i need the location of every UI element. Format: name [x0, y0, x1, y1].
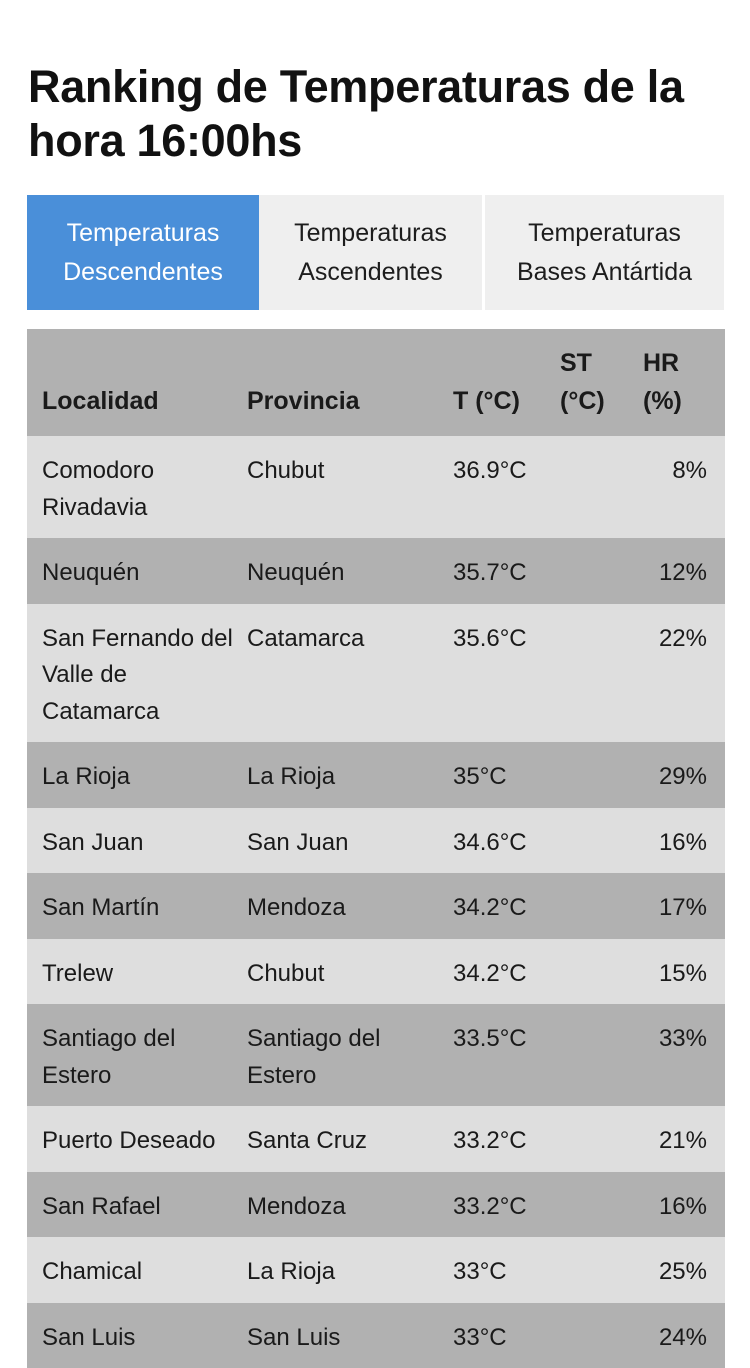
- cell-temperature: 35.6°C: [453, 604, 560, 743]
- cell-st: [560, 939, 643, 1005]
- cell-hr: 24%: [643, 1303, 725, 1368]
- ranking-table: [27, 329, 725, 1368]
- cell-hr: 16%: [643, 808, 725, 874]
- cell-temperature: 34.2°C: [453, 939, 560, 1005]
- cell-hr: 15%: [643, 939, 725, 1005]
- cell-provincia: Neuquén: [247, 538, 453, 604]
- cell-hr: 25%: [643, 1237, 725, 1303]
- tab-bar: [27, 195, 724, 310]
- tab-label: Temperaturas Bases Antártida: [517, 214, 692, 292]
- cell-provincia: Santa Cruz: [247, 1106, 453, 1172]
- header-hr: HR (%): [643, 329, 725, 436]
- cell-localidad: Puerto Deseado: [27, 1106, 247, 1172]
- page-title: Ranking de Temperaturas de la hora 16:00hs: [28, 60, 718, 168]
- cell-provincia: San Juan: [247, 808, 453, 874]
- table-row: [27, 1303, 725, 1368]
- table-row: [27, 538, 725, 604]
- cell-st: [560, 1237, 643, 1303]
- table-row: [27, 436, 725, 538]
- cell-hr: 22%: [643, 604, 725, 743]
- cell-hr: 17%: [643, 873, 725, 939]
- cell-hr: 21%: [643, 1106, 725, 1172]
- header-provincia: Provincia: [247, 329, 453, 436]
- cell-provincia: Catamarca: [247, 604, 453, 743]
- cell-st: [560, 538, 643, 604]
- cell-localidad: Neuquén: [27, 538, 247, 604]
- header-localidad: Localidad: [27, 329, 247, 436]
- table-row: [27, 1172, 725, 1238]
- tab-ascendentes[interactable]: [259, 195, 485, 310]
- cell-temperature: 34.6°C: [453, 808, 560, 874]
- cell-localidad: La Rioja: [27, 742, 247, 808]
- cell-hr: 29%: [643, 742, 725, 808]
- cell-st: [560, 1106, 643, 1172]
- cell-st: [560, 1303, 643, 1368]
- table-row: [27, 1237, 725, 1303]
- table-row: [27, 604, 725, 743]
- cell-localidad: Trelew: [27, 939, 247, 1005]
- cell-localidad: Comodoro Rivadavia: [27, 436, 247, 538]
- cell-localidad: San Martín: [27, 873, 247, 939]
- cell-temperature: 35.7°C: [453, 538, 560, 604]
- cell-provincia: La Rioja: [247, 742, 453, 808]
- cell-hr: 16%: [643, 1172, 725, 1238]
- cell-st: [560, 1004, 643, 1106]
- tab-label: Temperaturas Ascendentes: [294, 214, 447, 292]
- cell-localidad: San Juan: [27, 808, 247, 874]
- ranking-table-container: [27, 329, 725, 1368]
- cell-provincia: Chubut: [247, 939, 453, 1005]
- cell-temperature: 33.5°C: [453, 1004, 560, 1106]
- table-row: [27, 808, 725, 874]
- table-row: [27, 1106, 725, 1172]
- cell-st: [560, 808, 643, 874]
- cell-temperature: 33.2°C: [453, 1106, 560, 1172]
- cell-localidad: Santiago del Estero: [27, 1004, 247, 1106]
- cell-provincia: Santiago del Estero: [247, 1004, 453, 1106]
- cell-provincia: San Luis: [247, 1303, 453, 1368]
- cell-hr: 33%: [643, 1004, 725, 1106]
- table-row: [27, 873, 725, 939]
- cell-provincia: La Rioja: [247, 1237, 453, 1303]
- cell-hr: 12%: [643, 538, 725, 604]
- cell-temperature: 36.9°C: [453, 436, 560, 538]
- table-header-row: [27, 329, 725, 436]
- cell-st: [560, 873, 643, 939]
- header-temperature: T (°C): [453, 329, 560, 436]
- table-row: [27, 1004, 725, 1106]
- cell-localidad: San Rafael: [27, 1172, 247, 1238]
- cell-localidad: San Fernando del Valle de Catamarca: [27, 604, 247, 743]
- cell-temperature: 33°C: [453, 1237, 560, 1303]
- cell-st: [560, 742, 643, 808]
- cell-temperature: 33°C: [453, 1303, 560, 1368]
- cell-localidad: San Luis: [27, 1303, 247, 1368]
- tab-label: Temperaturas Descendentes: [63, 214, 223, 292]
- cell-provincia: Mendoza: [247, 1172, 453, 1238]
- header-st: ST (°C): [560, 329, 643, 436]
- table-row: [27, 742, 725, 808]
- cell-provincia: Mendoza: [247, 873, 453, 939]
- cell-provincia: Chubut: [247, 436, 453, 538]
- cell-st: [560, 1172, 643, 1238]
- cell-st: [560, 436, 643, 538]
- tab-bases-antartida[interactable]: [485, 195, 724, 310]
- cell-st: [560, 604, 643, 743]
- tab-descendentes[interactable]: [27, 195, 259, 310]
- cell-hr: 8%: [643, 436, 725, 538]
- cell-localidad: Chamical: [27, 1237, 247, 1303]
- cell-temperature: 35°C: [453, 742, 560, 808]
- table-row: [27, 939, 725, 1005]
- cell-temperature: 34.2°C: [453, 873, 560, 939]
- cell-temperature: 33.2°C: [453, 1172, 560, 1238]
